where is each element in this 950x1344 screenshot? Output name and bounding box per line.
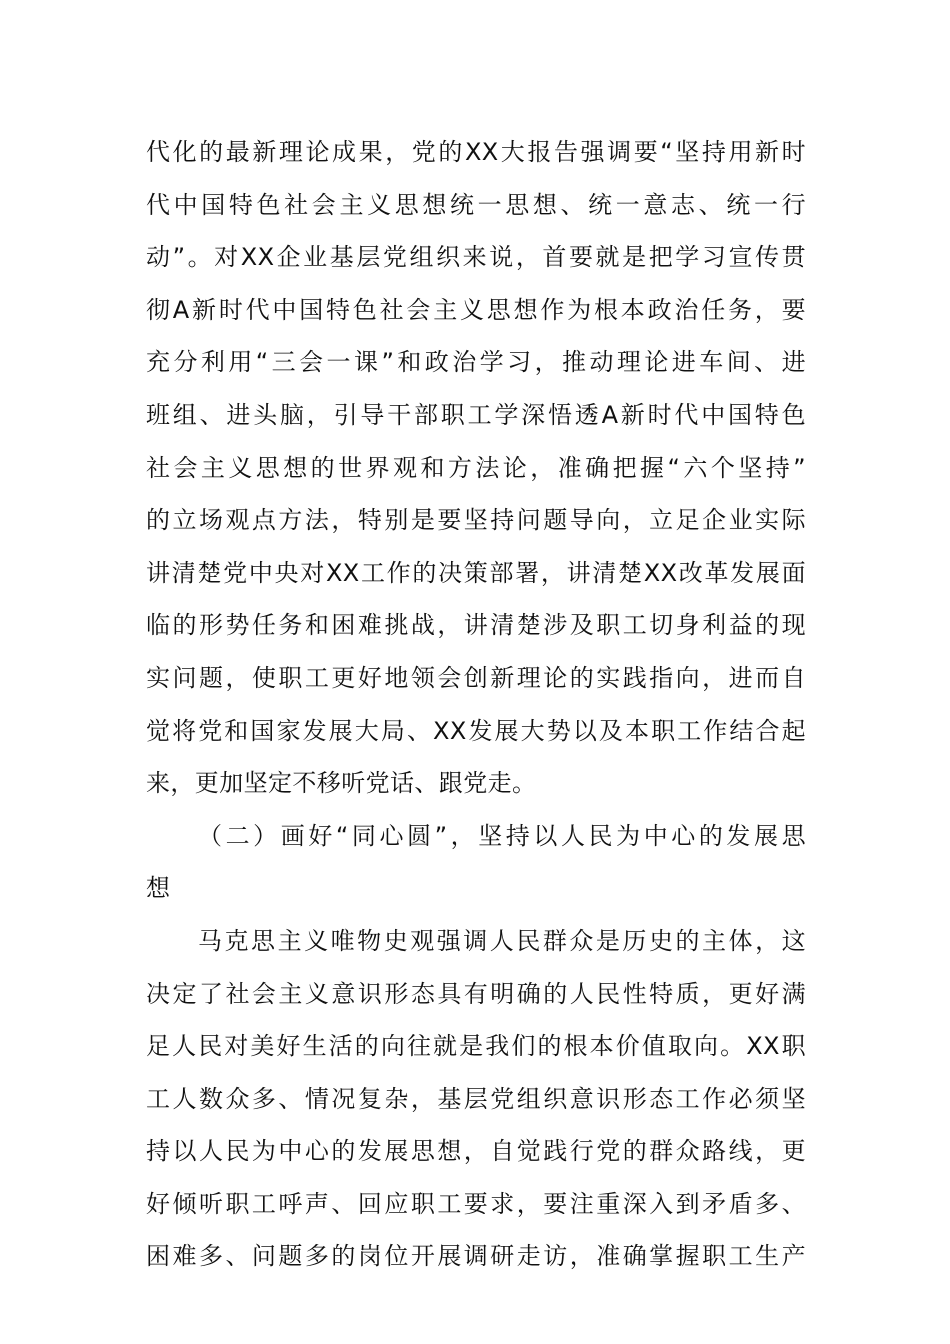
text-line: 工人数众多、情况复杂，基层党组织意识形态工作必须坚 bbox=[146, 1084, 806, 1113]
text-line: 马克思主义唯物史观强调人民群众是历史的主体，这 bbox=[198, 926, 806, 955]
text-line: 社会主义思想的世界观和方法论，准确把握“六个坚持” bbox=[146, 453, 806, 482]
text-line: 好倾听职工呼声、回应职工要求，要注重深入到矛盾多、 bbox=[146, 1189, 806, 1218]
text-line: 动”。对XX企业基层党组织来说，首要就是把学习宣传贯 bbox=[146, 243, 806, 272]
paragraph-people-centered bbox=[146, 915, 806, 1283]
text-line: 觉将党和国家发展大局、XX发展大势以及本职工作结合起 bbox=[146, 716, 806, 745]
paragraph-theory-study bbox=[146, 126, 806, 810]
text-line: 充分利用“三会一课”和政治学习，推动理论进车间、进 bbox=[146, 348, 806, 377]
text-line: 困难多、问题多的岗位开展调研走访，准确掌握职工生产 bbox=[146, 1242, 806, 1271]
text-line: 的立场观点方法，特别是要坚持问题导向，立足企业实际 bbox=[146, 506, 806, 535]
text-line: 决定了社会主义意识形态具有明确的人民性特质，更好满 bbox=[146, 979, 806, 1008]
text-line: 彻A新时代中国特色社会主义思想作为根本政治任务，要 bbox=[146, 295, 806, 324]
text-line: 实问题，使职工更好地领会创新理论的实践指向，进而自 bbox=[146, 663, 806, 692]
text-line: 足人民对美好生活的向往就是我们的根本价值取向。XX职 bbox=[146, 1032, 806, 1061]
text-line: 持以人民为中心的发展思想，自觉践行党的群众路线，更 bbox=[146, 1137, 806, 1166]
text-line: 班组、进头脑，引导干部职工学深悟透A新时代中国特色 bbox=[146, 400, 806, 429]
heading-line: 想 bbox=[146, 874, 171, 903]
text-line: 临的形势任务和困难挑战，讲清楚涉及职工切身利益的现 bbox=[146, 611, 806, 640]
text-line: 来，更加坚定不移听党话、跟党走。 bbox=[146, 769, 537, 798]
text-line: 代中国特色社会主义思想统一思想、统一意志、统一行 bbox=[146, 190, 806, 219]
document-body bbox=[146, 126, 806, 1283]
heading-line: （二）画好“同心圆”，坚持以人民为中心的发展思 bbox=[198, 821, 806, 850]
section-heading bbox=[146, 810, 806, 915]
text-line: 代化的最新理论成果，党的XX大报告强调要“坚持用新时 bbox=[146, 138, 806, 166]
text-line: 讲清楚党中央对XX工作的决策部署，讲清楚XX改革发展面 bbox=[146, 558, 806, 587]
